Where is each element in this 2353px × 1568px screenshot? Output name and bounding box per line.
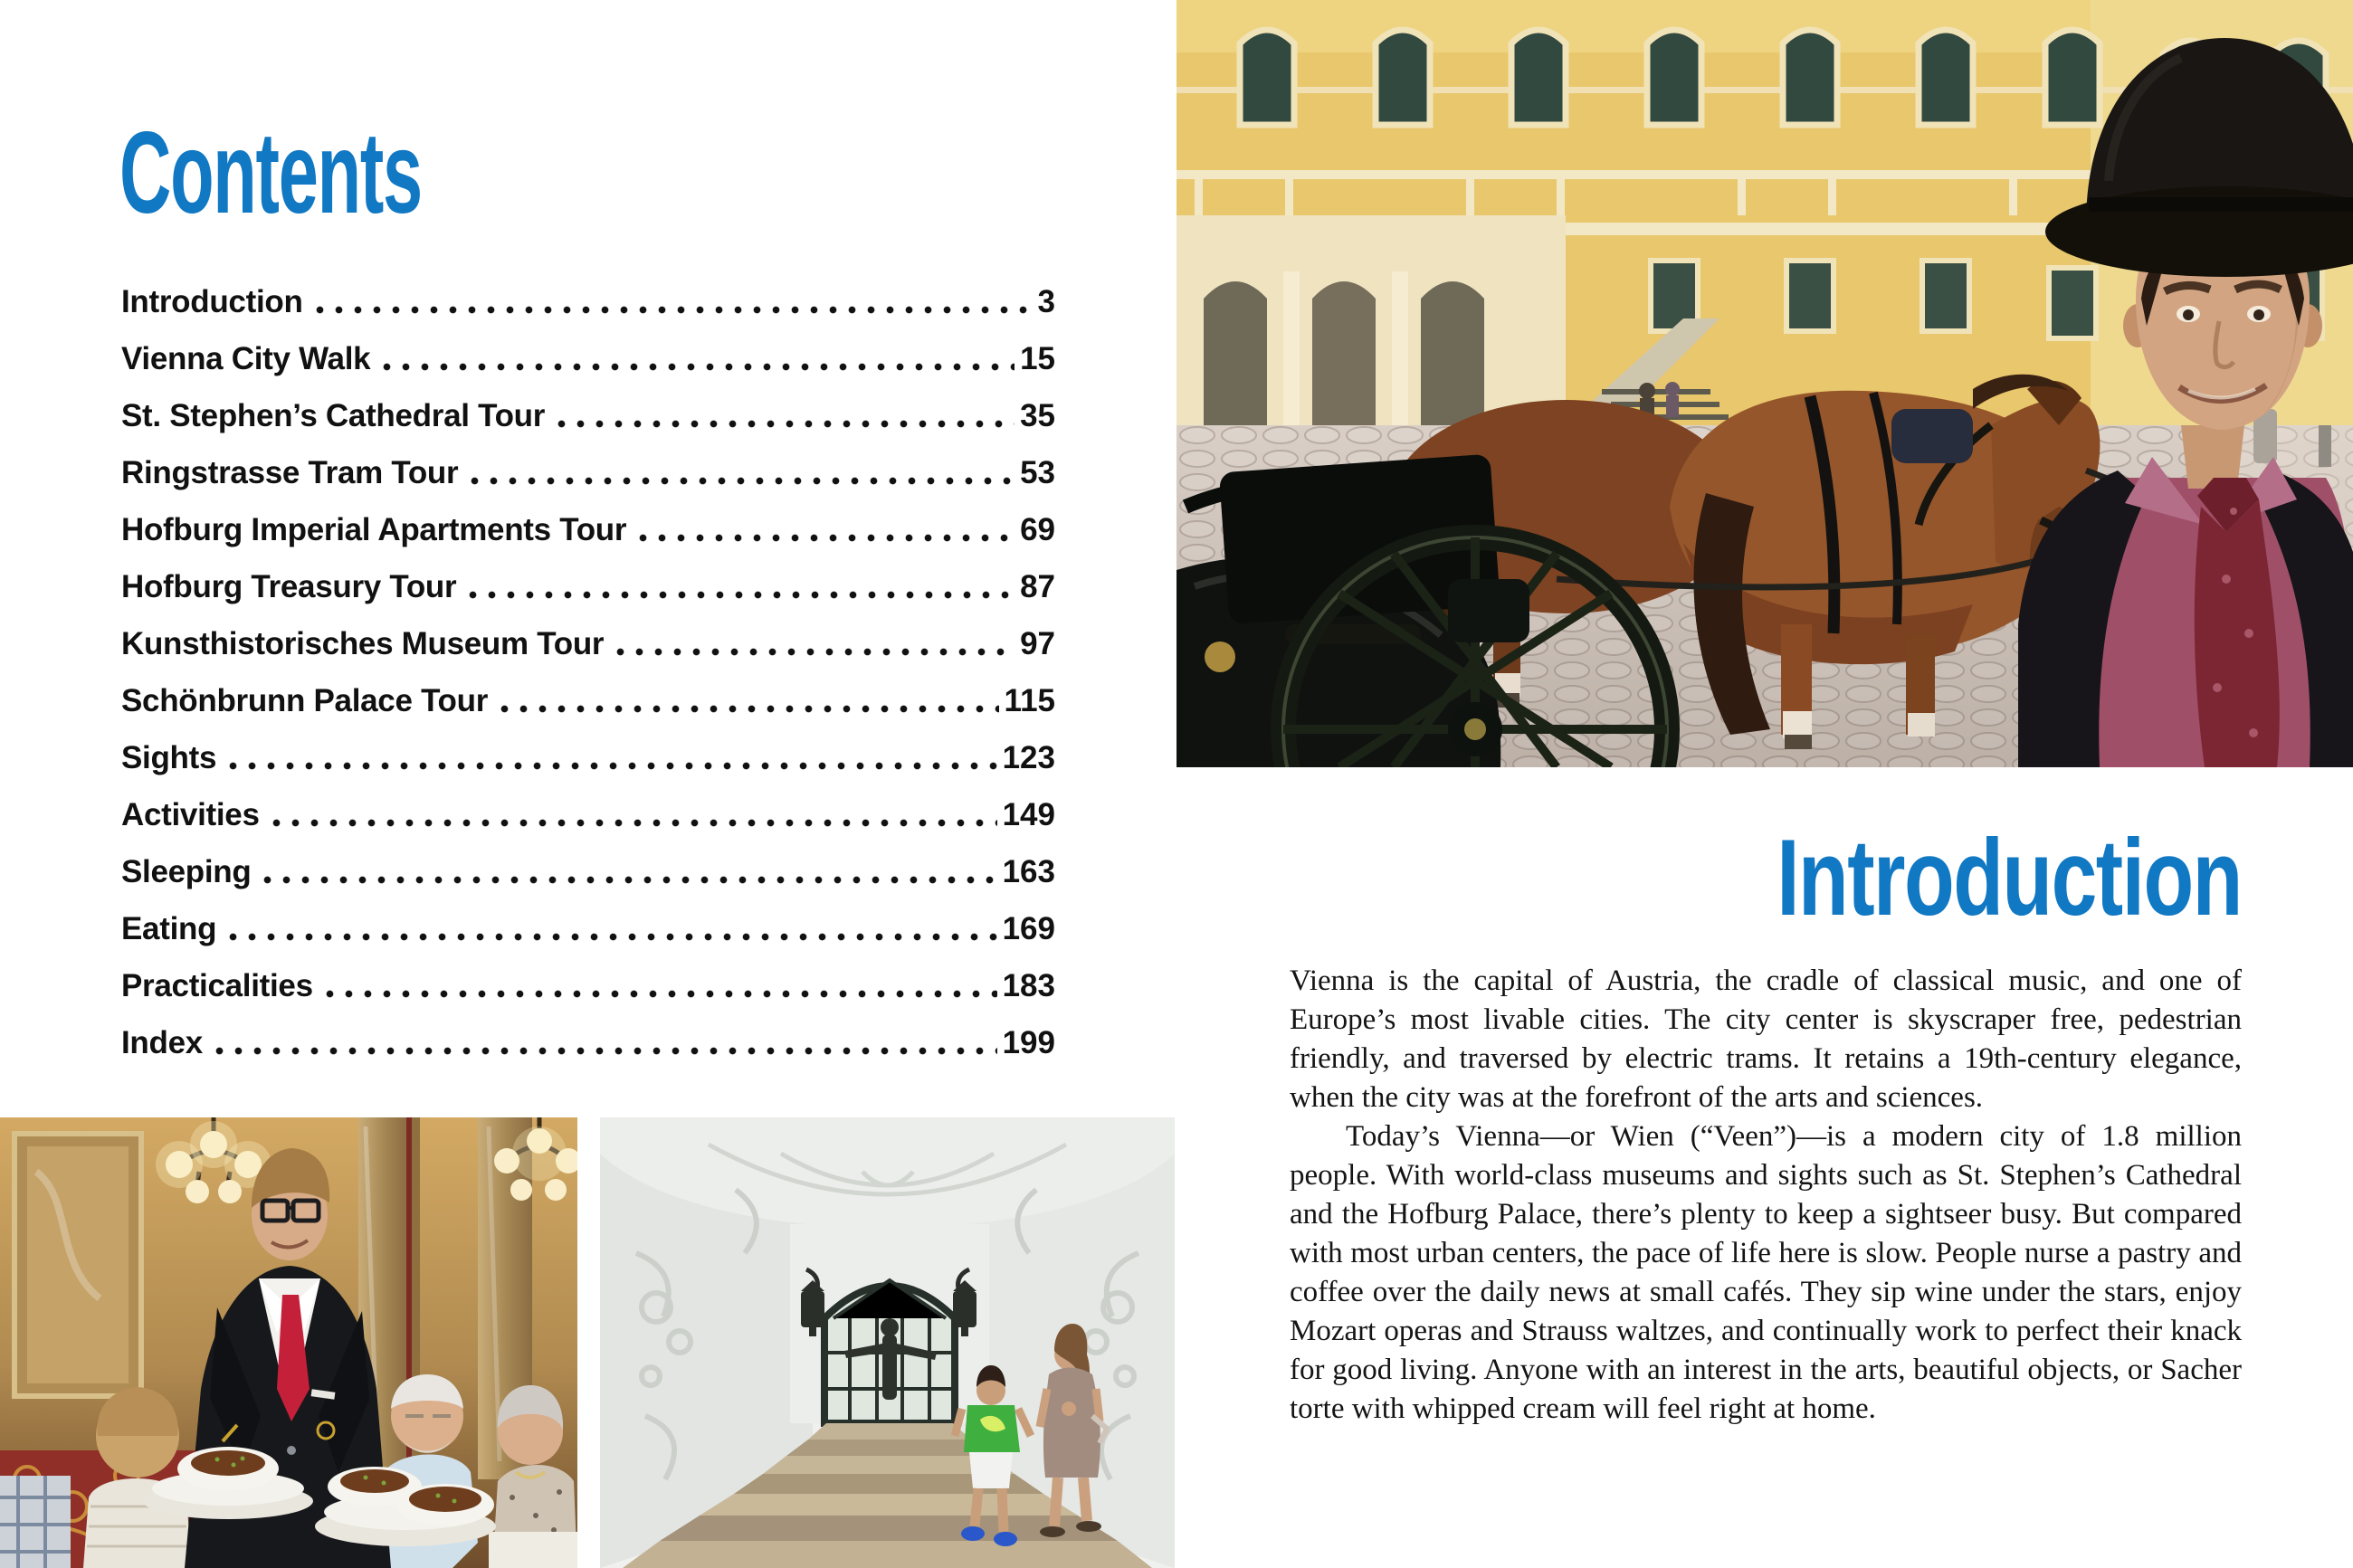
toc-entry-vienna-city-walk [121,330,1055,387]
toc-entry-page-number: 53 [1020,455,1055,490]
toc-entry-label: Sleeping [121,854,252,889]
introduction-page-title: Introduction [1777,817,2242,938]
dotted-leader [377,330,1015,387]
tablecloth [489,1532,577,1568]
toc-entry-label: Introduction [121,284,303,319]
toc-entry-page-number: 163 [1002,854,1055,889]
dotted-leader [224,900,996,957]
toc-entry-page-number: 169 [1002,911,1055,946]
palace-staircase-photo [600,1117,1175,1568]
toc-entry-label: Eating [121,911,217,946]
toc-entry-label: Index [121,1025,203,1060]
dotted-leader [210,1014,997,1071]
dotted-leader [634,501,1015,558]
toc-entry-kunsthistorisches-museum-tour [121,615,1055,672]
toc-entry-label: Vienna City Walk [121,341,371,376]
toc-entry-label: Kunsthistorisches Museum Tour [121,626,605,661]
toc-entry-eating [121,900,1055,957]
toc-entry-sights [121,729,1055,786]
toc-entry-schonbrunn-palace-tour [121,672,1055,729]
waiter-head [252,1148,329,1260]
toc-entry-page-number: 123 [1002,740,1055,775]
toc-entry-label: Hofburg Treasury Tour [121,569,457,604]
contents-page-title: Contents [119,109,422,238]
toc-entry-ringstrasse-tram-tour [121,444,1055,501]
guest-plaid-shirt [0,1476,71,1568]
dotted-leader [224,729,996,786]
dotted-leader [310,273,1033,330]
introduction-body-text [1290,962,2242,1429]
toc-entry-introduction [121,273,1055,330]
dotted-leader [611,615,1015,672]
dotted-leader [495,672,999,729]
toc-entry-page-number: 3 [1037,284,1055,319]
toc-entry-page-number: 69 [1020,512,1055,547]
toc-entry-index [121,1014,1055,1071]
toc-entry-sleeping [121,843,1055,900]
dotted-leader [258,843,996,900]
table-of-contents [121,273,1055,1071]
cafe-waiter-illustration [0,1117,577,1568]
carriage-driver-illustration [1176,0,2353,767]
toc-entry-label: Hofburg Imperial Apartments Tour [121,512,627,547]
toc-entry-activities [121,786,1055,843]
toc-entry-page-number: 87 [1020,569,1055,604]
dotted-leader [463,558,1015,615]
carriage-driver-photo [1176,0,2353,767]
cafe-waiter-photo [0,1117,577,1568]
palace-staircase-illustration [600,1117,1175,1568]
toc-entry-hofburg-imperial-apartments-tour [121,501,1055,558]
toc-entry-page-number: 15 [1020,341,1055,376]
dotted-leader [267,786,997,843]
toc-entry-practicalities [121,957,1055,1014]
toc-entry-hofburg-treasury-tour [121,558,1055,615]
toc-entry-page-number: 183 [1002,968,1055,1003]
toc-entry-page-number: 115 [1004,683,1055,718]
toc-entry-label: Ringstrasse Tram Tour [121,455,459,490]
dotted-leader [320,957,997,1014]
toc-entry-label: Sights [121,740,217,775]
toc-entry-page-number: 199 [1002,1025,1055,1060]
toc-entry-page-number: 35 [1020,398,1055,433]
intro-paragraph-1: Vienna is the capital of Austria, the cradle of classical music, and one of Europe’s most livable cities. The city center is skyscraper free, pedestrian friendly, and traversed by electric trams. It retains a 19th-century elegance, when the city was at the forefront of the arts and sciences. [1290,965,2242,1114]
toc-entry-label: Practicalities [121,968,313,1003]
dotted-leader [552,387,1015,444]
intro-paragraph-2: Today’s Vienna—or Wien (“Veen”)—is a modern city of 1.8 million people. With world-class museums and sights such as St. Stephen’s Cathedral and the Hofburg Palace, there’s plenty to keep a sightseer busy. But compared with most urban centers, the pace of life here is slow. People nurse a pastry and coffee over the daily news at small cafés. They sip wine under the stars, enjoy Mozart operas and Strauss waltzes, and continually work to perfect their knack for good living. Anyone with an interest in the arts, beautiful objects, or Sacher torte with whipped cream will feel right at home. [1290,1120,2242,1425]
toc-entry-label: St. Stephen’s Cathedral Tour [121,398,546,433]
toc-entry-label: Schönbrunn Palace Tour [121,683,489,718]
toc-entry-st-stephens-cathedral-tour [121,387,1055,444]
dotted-leader [465,444,1015,501]
toc-entry-page-number: 149 [1002,797,1055,832]
toc-entry-label: Activities [121,797,260,832]
toc-entry-page-number: 97 [1020,626,1055,661]
